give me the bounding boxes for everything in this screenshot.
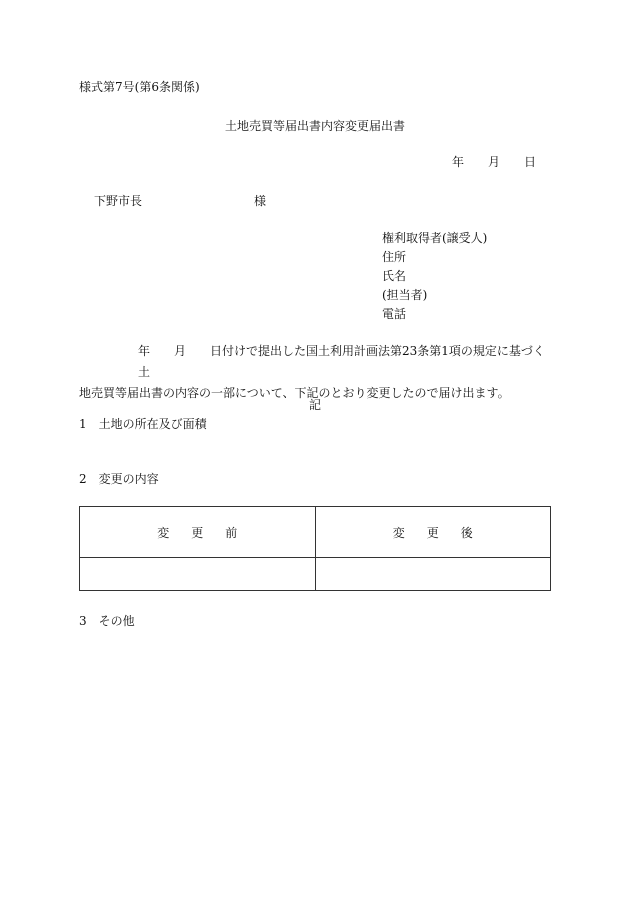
before-header: 変更前 [80, 507, 316, 558]
body-line-1-rest: 日付けで提出した国土利用計画法第23条第1項の規定に基づく土 [138, 344, 545, 379]
addressee: 下野市長 [94, 194, 143, 208]
rights-holder-label: 権利取得者(譲受人) [382, 231, 488, 245]
body-month: 月 [174, 344, 187, 358]
before-value-cell[interactable] [80, 558, 316, 591]
form-number: 様式第7号(第6条関係) [79, 80, 200, 94]
document-title: 土地売買等届出書内容変更届出書 [224, 119, 405, 133]
date-month: 月 [488, 155, 501, 169]
table-row [80, 558, 551, 591]
body-line-2: 地売買等届出書の内容の一部について、下記のとおり変更したので届け出ます。 [79, 386, 510, 400]
table-header-row [80, 507, 551, 558]
item-2-change-content: 2 変更の内容 [79, 472, 159, 486]
change-table [79, 506, 551, 591]
date-year: 年 [452, 155, 465, 169]
contact-person-label: (担当者) [382, 288, 428, 302]
item-3-other: 3 その他 [79, 614, 135, 628]
date-day: 日 [524, 155, 537, 169]
body-year: 年 [138, 344, 151, 358]
ki-heading: 記 [308, 398, 321, 412]
applicant-block [382, 229, 487, 324]
address-label: 住所 [382, 250, 407, 264]
phone-label: 電話 [382, 307, 407, 321]
body-line-1 [79, 341, 549, 383]
name-label: 氏名 [382, 269, 407, 283]
after-value-cell[interactable] [315, 558, 551, 591]
date-line [452, 154, 536, 170]
honorific: 様 [254, 194, 267, 208]
item-1-land-location: 1 土地の所在及び面積 [79, 417, 207, 431]
body-text [79, 341, 549, 404]
after-header: 変更後 [315, 507, 551, 558]
